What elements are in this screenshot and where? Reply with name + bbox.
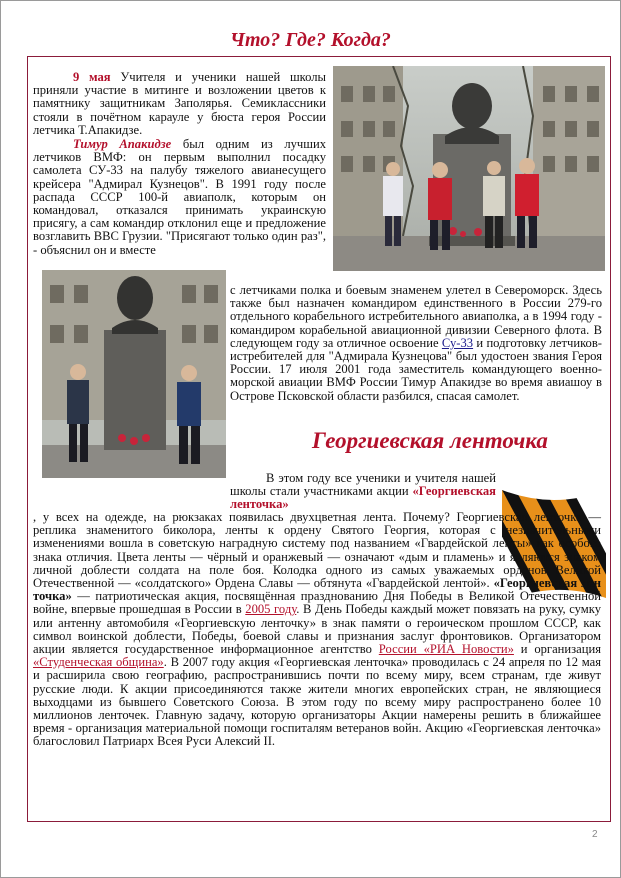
section-title-ribbon: Георгиевская ленточка [312, 428, 548, 453]
paragraph-apakidze-intro: Тимур Апакидзе был одним из лучших летчиков ВМФ: он первым выполнил посадку самолета СУ-33 на палубу тяжелого авианесущего крейсера "Адмирал Кузнецов". В 1991 году после распада СССР 100-й авиаполк, которым он командовал, отказался принимать украинскую присягу, а сам командир отклонил еще и предложение возглавить ВВС Грузии. "Присягают только один раз", - объяснил он и вместе [33, 137, 326, 257]
photo-monument-boys [42, 270, 226, 478]
student-community-link[interactable]: «Студенческая община» [33, 655, 164, 670]
hero-name: Тимур Апакидзе [73, 137, 172, 151]
action-name: «Георгиевская ленточка» [230, 484, 496, 512]
year-2005-link[interactable]: 2005 году [245, 602, 297, 617]
ria-novosti-link[interactable]: России «РИА Новости» [378, 642, 514, 657]
paragraph-apakidze-career: с летчиками полка и боевым знаменем улетел в Североморск. Здесь также был назначен командиром единственного в России 279-го отдельного корабельного истребительного авиаполка, а в 1994 году - командиром корабельной авиационной дивизии Северного флота. В следующем году за отличное освоение Су-33 и подготовку летчиков-истребителей для "Адмирала Кузнецова" был удостоен звания Героя России. 17 июля 2001 года заместитель командующего военно-морской авиации ВМФ России Тимур Апакидзе во время авиашоу в Острове Псковской области разбился, спасая самолет. [230, 283, 602, 403]
date-label: 9 мая [73, 70, 111, 84]
paragraph-ribbon-intro: В этом году все ученики и учителя нашей школы стали участниками акции «Георгиевская ленточка» [230, 471, 496, 512]
page-number: 2 [592, 829, 598, 840]
paragraph-ribbon-main: , у всех на одежде, на рюкзаках появилась двухцветная лента. Почему? Георгиевская ленточка — реплика знаменитого биколора, ленты к ордену Святого Георгия, которая с незначительными изменениями вошла в советскую наградную систему под названием «Гвардейской ленты» как особого знака отличия. Цвета ленты — чёрный и оранжевый — означают «дым и пламень» и являются знаком личной доблести солдата на поле боя. Колодка одного из самых уважаемых орденов Великой Отечественной — «солдатского» Ордена Славы — обтянута «Гвардейской лентой». «Георгиевская лен точка» — патриотическая акция, посвящённая празднованию Дня Победы в Великой Отечественной войне, впервые прошедшая в России в 2005 году. В День Победы каждый может повязать на руку, сумку или антенну автомобиля «Георгиевскую ленточку» в знак памяти о героическом прошлом СССР, как символ воинской доблести, Победы, боевой славы и признания заслуг фронтовиков. Организатором акции является государственное информационное агентство России «РИА Новости» и организация «Студенческая община». В 2007 году акция «Георгиевская ленточка» проводилась с 24 апреля по 12 мая и расширила свою географию, распространившись почти по всему миру, всем странам, где живут русские люди. К акции присоединяются также жители многих европейских стран, не являющиеся выходцами из бывшего Советского Союза. В этом году по всему миру распространено более 10 миллионов ленточек. Главную задачу, которую организаторы Акции намерены решить в ближайшее время - организация материальной помощи госпиталям ветеранов войн. Акцию «Георгиевская ленточка» благословил Патриарх Всея Руси Алексий II. [33, 510, 601, 749]
photo-monument-students [333, 66, 605, 271]
su33-link[interactable]: Су-33 [441, 335, 474, 350]
page-title: Что? Где? Когда? [230, 29, 391, 51]
paragraph-may9: 9 мая Учителя и ученики нашей школы приняли участие в митинге и возложении цветов к памятнику защитникам Заполярья. Семиклассники стояли в почётном карауле у бюста героя России летчика Т.Апакидзе. [33, 70, 326, 137]
bold-action-name: «Георгиевская лен точка» [33, 576, 601, 604]
